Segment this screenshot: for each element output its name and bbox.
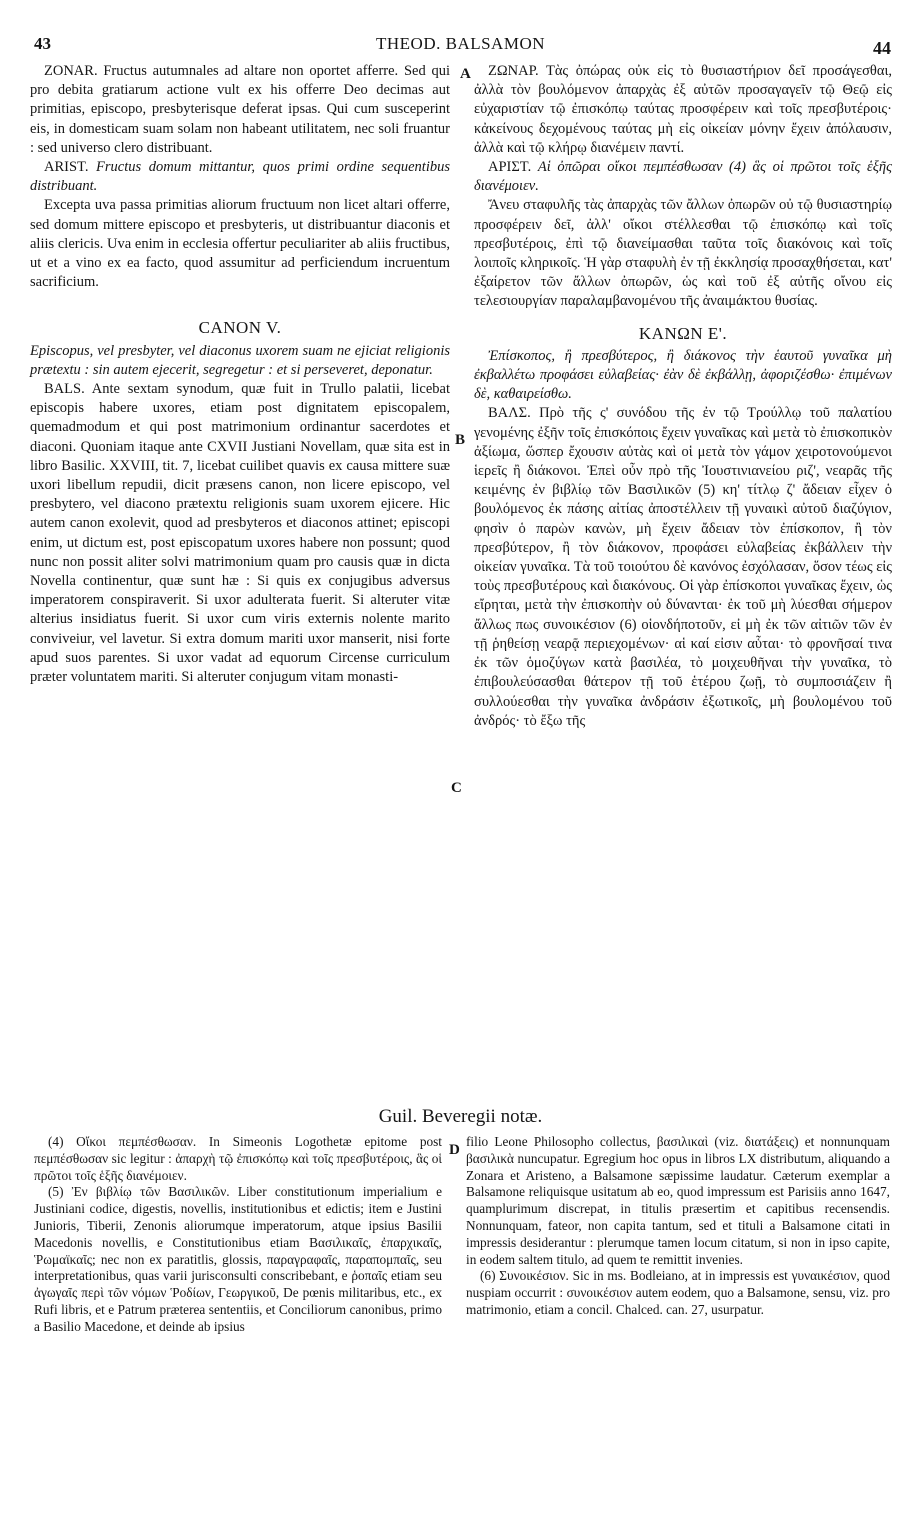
margin-letter-a: A [460,66,471,82]
zonaras-greek-paragraph: ΖΩΝΑΡ. Τὰς ὀπώρας οὐκ εἰς τὸ θυσιαστήριον δεῖ προσάγεσθαι, ἀλλὰ τὸν βουλόμενον ἀπαρχὰς ἐξ αὐτῶν προσαγαγεῖν τῷ Θεῷ εἰς εὐχαριστίαν τῷ ἐπισκόπῳ ταύτας προσφέρειν καὶ τοῖς πρεσβυτέροις· κἀκείνους δεχομένους ταύτας μὴ εἰς οἰκείαν μόνην ἔχειν ἀπόλαυσιν, ἀλλὰ καὶ τῷ κλήρῳ διανέμειν παντί. [474,63,892,156]
page-number-left: 43 [34,34,51,53]
margin-letter-b: B [455,432,466,448]
note-4: (4) Οἴκοι πεμπέσθωσαν. In Simeonis Logothetæ epitome post πεμπέσθωσαν sic legitur : ἀπαρχὴ τῷ ἐπισκόπῳ καὶ τοῖς πρεσβυτέροις, ἃς οἱ πρῶτοι τοῖς ἑξῆς διανέμοιεν. [34,1134,442,1183]
aristenus-latin-summary [30,158,450,196]
aristenus-summary-text: Fructus domum mittantur, quos primi ordine sequentibus distribuant. [30,159,450,195]
note-5-part-2: filio Leone Philosopho collectus, βασιλικαὶ (viz. διατάξεις) et nonnunquam βασιλικὰ nuncupatur. Egregium hoc opus in libros LX distributum, aliquando a Zonara et Aristeno, a Balsamone sæpissime laudatur. Cæterum exemplar a Balsamone reliquisque usitatum ab eo, quod impressum est Parisiis anno 1647, quamplurimum discrepat, in titulis præsertim et capitibus recensendis. Nonnunquam, fateor, non capita tantum, sed et tituli a Balsamone citati in impressis desiderantur : plerumque tamen locum citatum, si non in ipso capite, in eodem saltem titulo, ad quem te remittit invenies. [466,1134,890,1267]
balsamon-latin-paragraph: BALS. Ante sextam synodum, quæ fuit in Trullo palatii, licebat episcopis habere uxores, etiam post dignitatem episcopalem, quemadmodum et qui post matrimonium ordinantur sacerdotes et diaconi. Quoniam itaque ante CXVII Justiani Novellam, quæ sita est in libro Basilic. XXVIII, tit. 7, licebat cuilibet quavis ex causa mittere suæ uxori libellum repudii, dicit præsens canon, non licere episcopo, vel presbytero, vel diacono prætextu religionis suam uxorem ejicere. Hic autem canon exolevit, quod ad presbyteros et diaconos attinet; episcopi enim, ut dictum est, post episcopatum uxores habere non possunt; quod nunc non possit aliter solvi matrimonium quam pro causis quæ in dicta Novella continentur, quæ sunt hæ : Si quis ex conjugibus adversus imperatorem conspiraverit. Si uxor adulterata fuerit. Si alteruter vitæ alterius insidiatus fuerit. Si uxor cum viris externis nolente marito conviveiur, vel lavetur. Si extra domum mariti uxor manserit, nisi forte apud suos parentes. Si uxor vadat ad equorum Circense curriculum præter voluntatem mariti. Si alteruter conjugum vitam monasti- [30,381,450,686]
aristenus-greek-paragraph: Ἄνευ σταφυλῆς τὰς ἀπαρχὰς τῶν ἄλλων ὀπωρῶν οὐ τῷ θυσιαστηρίῳ προσφέρειν δεῖ, ἀλλ' οἴκοι στέλλεσθαι τῷ ἐπισκόπῳ καὶ τοῖς πρεσβυτέροις, ἐπὶ τῷ διανείμασθαι ταῦτα τοῖς διακόνοις καὶ τοῖς λοιποῖς κληρικοῖς. Ἡ γὰρ σταφυλὴ ἐν τῇ ἐκκλησίᾳ προσαχθήσεται, κατ' ἐξαίρετον τῶν ἄλλων ὀπωρῶν, ὡς καὶ τοῦ ἐξ αὐτῆς οἴνου εἰς τελεσιουργίαν παραλαμβανομένου τῆς ἀναιμάκτου θυσίας. [474,197,892,310]
margin-letter-c: C [451,780,462,796]
greek-column [474,62,892,731]
canon-text-greek: Ἐπίσκοπος, ἢ πρεσβύτερος, ἢ διάκονος τὴν ἑαυτοῦ γυναῖκα μὴ ἐκβαλλέτω προφάσει εὐλαβείας· ἐὰν δὲ ἐκβάλλῃ, ἀφοριζέσθω· ἐπιμένων δὲ, καθαιρείσθω. [474,347,892,403]
aristenus-label: ARIST. [44,159,89,176]
canon-text-latin: Episcopus, vel presbyter, vel diaconus uxorem suam ne ejiciat religionis prætextu : sin autem ejecerit, segregetur : et si perseveret, deponatur. [30,342,450,378]
notes-right-column [466,1134,890,1319]
note-6: (6) Συνοικέσιον. Sic in ms. Bodleiano, at in impressis est γυναικέσιον, quod nuspiam occurrit : συνοικέσιον autem eodem, quo a Balsamone, sensu, viz. pro matrimonio, etiam a concil. Chalced. can. 27, usurpatur. [466,1268,890,1317]
notes-left-column [34,1134,442,1336]
running-title: THEOD. BALSAMON [376,34,545,53]
canon-title-latin: CANON V. [198,318,282,338]
zonaras-latin-paragraph: ZONAR. Fructus autumnales ad altare non oportet afferre. Sed qui pro debita gratiarum actione vult ex his offerre Deo decimas aut primitias, episcopo, presbyterisque deferat ipsas. Qui cum susceperint eis, in domesticam suam solam non habeant utilitatem, nec soli fruantur : sed universo clero distribuant. [30,63,450,156]
note-5-part-1: (5) Ἐν βιβλίῳ τῶν Βασιλικῶν. Liber constitutionum imperialium e Justiniani codice, digestis, novellis, institutionibus et edictis; item e Justini Junioris, Tiberii, Zenonis aliorumque imperatorum, atque ipsius Basilii Macedonis novellis, e Constitutionibus etiam Βασιλικαῖς, ἐπαρχικαῖς, Ῥωμαϊκαῖς; nec non ex paratitlis, glossis, παραγραφαῖς, παραπομπαῖς, seu interpretationibus, quas varii jurisconsulti conscribebant, e ῥοπαῖς etiam seu ἀγωγαῖς περὶ τῶν νόμων Ῥοδίων, Γεωργικοῦ, De pœnis militaribus, etc., ex Rufi libris, et e Patrum præterea sententiis, et Conciliorum canonibus, primo a Basilio Macedone, et deinde ab ipsius [34,1184,442,1334]
notes-heading: Guil. Beveregii notæ. [378,1106,543,1127]
aristenus-greek-label: ΑΡΙΣΤ. [488,159,532,176]
aristenus-greek-summary-text: Αἱ ὀπῶραι οἴκοι πεμπέσθωσαν (4) ἃς οἱ πρῶτοι τοῖς ἑξῆς διανέμοιεν. [474,159,893,195]
page-number-right: 44 [873,38,891,58]
aristenus-latin-paragraph: Excepta uva passa primitias aliorum fructuum non licet altari offerre, sed domum mittere episcopo et presbyteris, ut distribuantur diaconis et aliis clericis. Uva enim in ecclesia offertur peculiariter ab aliis fructibus, ut et a vino ex ea facto, quod assumitur ad perficiendum incruentum sacrificium. [30,197,450,291]
latin-column [30,62,450,687]
canon-title-greek: ΚΑΝΩΝ Ε'. [638,323,728,343]
aristenus-greek-summary [474,158,892,196]
balsamon-greek-paragraph: ΒΑΛΣ. Πρὸ τῆς ς' συνόδου τῆς ἐν τῷ Τρούλλῳ τοῦ παλατίου γενομένης ἐξῆν τοῖς ἐπισκόποις ἔχειν γυναῖκας καὶ μετὰ τὸ ἐπισκοπικὸν ἀξίωμα, ὥσπερ ἔχουσιν αὐτὰς καὶ οἱ μετὰ τὸν γάμον χειροτονούμενοι ἱερεῖς ἢ διάκονοι. Ἐπεὶ οὖν πρὸ τῆς Ἰουστινιανείου ριζ', νεαρᾶς τῆς κειμένης ἐν βιβλίῳ τῶν Βασιλικῶν (5) κη' τίτλῳ ζ' ἄδειαν εἶχεν ὁ βουλόμενος ἐκ πάσης αἰτίας ἀποστέλλειν τῇ γυναικὶ αὐτοῦ διαζύγιον, φησὶν ὁ παρὼν κανὼν, μὴ ἔχειν ἄδειαν τὸν ἐπίσκοπον, ἢ τὸν πρεσβύτερον, ἢ τὸν διάκονον, προφάσει εὐλαβείας ἐκβάλλειν τὴν οἰκείαν γυναῖκα. Τὰ τοῦ τοιούτου δὲ κανόνος ἐσχόλασαν, ὅσον τέως εἰς τοὺς πρεσβυτέρους καὶ διακόνους. Οἱ γὰρ ἐπίσκοποι γυναῖκας ἔχειν, ὡς εἴρηται, μετὰ τὴν ἐπισκοπὴν οὐ δύνανται· ἐκ τοῦ μὴ λύεσθαι σήμερον ἄλλως πως συνοικέσιον (6) οἱονδήποτοῦν, εἰ μὴ ἐκ τῶν αἰτιῶν τῶν ἐν τῇ ῥηθείσῃ νεαρᾷ περιεχομένων· αἱ καί εἰσιν αὗται· τὸ φρονῆσαί τινα ἐκ τῶν ὁμοζύγων κατὰ βασιλέα, τὸ μοιχευθῆναι τὴν γυναῖκα, τὸ ἐπιβουλεύσασθαι θάτερον τῇ τοῦ ἑτέρου ζωῇ, τὸ συμποσιάζειν ἢ συλλούεσθαι τὴν γυναῖκα ἀνδράσιν ἐξωτικοῖς, μὴ βουλομένου τοῦ ἀνδρός· τὸ ἔξω τῆς [474,405,892,729]
margin-letter-d: D [449,1142,460,1158]
